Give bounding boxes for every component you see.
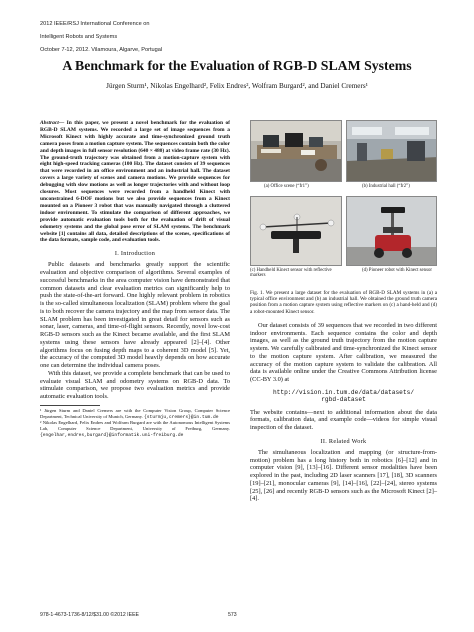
conference-header xyxy=(40,14,162,60)
related-work-body xyxy=(250,449,437,503)
website-paragraph: The website contains—next to additional information about the data formats, calibration data, and example code—videos for simple visual inspection of the dataset. xyxy=(250,408,437,432)
author-list: Jürgen Sturm¹, Nikolas Engelhard², Felix Endres², Wolfram Burgard², and Daniel Cremers¹ xyxy=(106,82,368,90)
office-scene-photo xyxy=(250,120,342,182)
introduction-body xyxy=(40,261,230,401)
footnote-2 xyxy=(40,420,230,438)
right-body xyxy=(250,322,437,384)
conference-line-1: 2012 IEEE/RSJ International Conference on xyxy=(40,20,150,27)
section-heading-introduction: I. Introduction xyxy=(114,250,156,258)
footnote-1-email: {sturmju,cremers}@in.tum.de xyxy=(144,414,219,420)
caption-a: (a) Office scene (“fr1”) xyxy=(264,184,309,189)
right-column xyxy=(250,120,437,503)
footnote-divider xyxy=(40,405,100,406)
dataset-url-line-2: rgbd-dataset xyxy=(321,396,366,404)
intro-paragraph-1: Public datasets and benchmarks greatly support the scientific evaluation and objective comparison of algorithms. Several examples of successful benchmarks in the area computer vision have demonstrated that common datasets and clear evaluation metrics can significantly help to push the state-of-the-art forward. One highly relevant problem in robotics is the so-called simultaneous localization (SLAM) problem where the goal is to both recover the camera trajectory and the map from sensor data. The SLAM problem has been investigated in great detail for sensors such as sonar, laser, cameras, and time-of-flight sensors. Recently, novel low-cost RGB-D sensors such as the Kinect became available, and the first SLAM systems using these sensors have already appeared [2]–[4]. Other algorithms focus on fusing depth maps to a coherent 3D model [5]. Yet, the accuracy of the computed 3D model heavily depends on how accurate one can determine the individual camera poses. xyxy=(40,261,230,370)
paper-title: A Benchmark for the Evaluation of RGB-D SLAM Systems xyxy=(62,58,412,73)
footnote-2-email: {engelhar,endres,burgard}@informatik.uni-freiburg.de xyxy=(40,432,184,438)
caption-c: (c) Handheld Kinect sensor with reflective markers xyxy=(250,268,332,279)
website-body xyxy=(250,409,437,432)
industrial-hall-photo xyxy=(346,120,437,182)
handheld-kinect-photo xyxy=(250,196,342,266)
caption-d: (d) Pioneer robot with Kinect sensor xyxy=(362,268,432,273)
related-work-paragraph: The simultaneous localization and mapping (or structure-from-motion) problem has a long history both in robotics [6]–[12] and in computer vision [9], [13]–[16]. Different sensor modalities have been explored in the past, including 2D laser scanners [17], [18], 3D scanners [19]–[21], monocular cameras [9], [14]–[16], [22]–[24], stereo systems [25], [26] and recently RGB-D sensors such as the Microsoft Kinect [2]–[4]. xyxy=(250,448,437,503)
section-heading-related-work: II. Related Work xyxy=(320,437,367,445)
figure-1 xyxy=(250,120,437,288)
footnote-2-text: ² Nikolas Engelhard, Felix Endres and Wolfram Burgard are with the Autonomous Intelligent Systems Lab, Computer Science Department, University of Freiburg, Germany. xyxy=(40,420,230,431)
page-number: 573 xyxy=(228,612,237,618)
dataset-url xyxy=(250,389,437,404)
abstract-text: — In this paper, we present a novel benchmark for the evaluation of RGB-D SLAM systems. We recorded a large set of image sequences from a Microsoft Kinect with highly accurate and time-synchronized ground truth camera poses from a motion capture system. The sequences contain both the color and depth images in full sensor resolution (640 × 480) at video frame rate (30 Hz). The ground-truth trajectory was obtained from a motion-capture system with eight high-speed tracking cameras (100 Hz). The dataset consists of 39 sequences that were recorded in an office environment and an industrial hall. The dataset covers a large variety of scenes and camera motions. We provide sequences for debugging with slow motions as well as longer trajectories with and without loop closures. Most sequences were recorded from a handheld Kinect with unconstrained 6-DOF motions but we also provide sequences from a Kinect mounted on a Pioneer 3 robot that was manually navigated through a cluttered indoor environment. To stimulate the comparison of different approaches, we provide automatic evaluation tools both for the evaluation of drift of visual odometry systems and the global pose error of SLAM systems. The benchmark website [1] contains all data, detailed descriptions of the scenes, specifications of the data formats, sample code, and evaluation tools. xyxy=(40,120,230,244)
caption-b: (b) Industrial hall (“fr2”) xyxy=(362,184,410,189)
pioneer-robot-photo xyxy=(346,196,437,266)
footnote-1 xyxy=(40,408,230,420)
footer-isbn: 978-1-4673-1736-8/12/$31.00 ©2012 IEEE xyxy=(40,612,140,618)
abstract xyxy=(40,120,230,244)
figure-caption: Fig. 1. We present a large dataset for the evaluation of RGB-D SLAM systems in (a) a typical office environment and (b) an industrial hall. We obtained the ground truth camera position from a motion capture system using reflective markers on (c) a hand-held and (d) a robot-mounted Kinect sensor. xyxy=(250,290,437,315)
dataset-url-line-1: http://vision.in.tum.de/data/datasets/ xyxy=(272,388,415,396)
conference-line-2: Intelligent Robots and Systems xyxy=(40,33,118,40)
handheld-kinect-image xyxy=(251,197,342,266)
left-column xyxy=(40,120,230,438)
intro-paragraph-2: With this dataset, we provide a complete benchmark that can be used to evaluate visual SLAM and odometry systems on RGB-D data. To stimulate comparison, we propose two evaluation metrics and provide automatic evaluation tools. xyxy=(40,369,230,401)
abstract-lead: Abstract xyxy=(40,120,59,126)
footnote-1-text: ¹ Jürgen Sturm and Daniel Cremers are with the Computer Vision Group, Computer Science Department, Technical University of Munich, Germany. xyxy=(40,407,230,419)
pioneer-robot-image xyxy=(347,197,437,266)
dataset-paragraph: Our dataset consists of 39 sequences that we recorded in two different indoor environments. Each sequence contains the color and depth images, as well as the ground truth trajectory from the motion capture system. We carefully calibrated and time-synchronized the Kinect sensor to the motion capture system. After calibration, we measured the accuracy of the motion capture system to validate the calibration. All data is available online under the Creative Commons Attribution license (CC-BY 3.0) at xyxy=(250,321,437,384)
office-scene-image xyxy=(251,121,342,182)
industrial-hall-image xyxy=(347,121,437,182)
conference-line-3: October 7-12, 2012. Vilamoura, Algarve, Portugal xyxy=(40,46,163,53)
